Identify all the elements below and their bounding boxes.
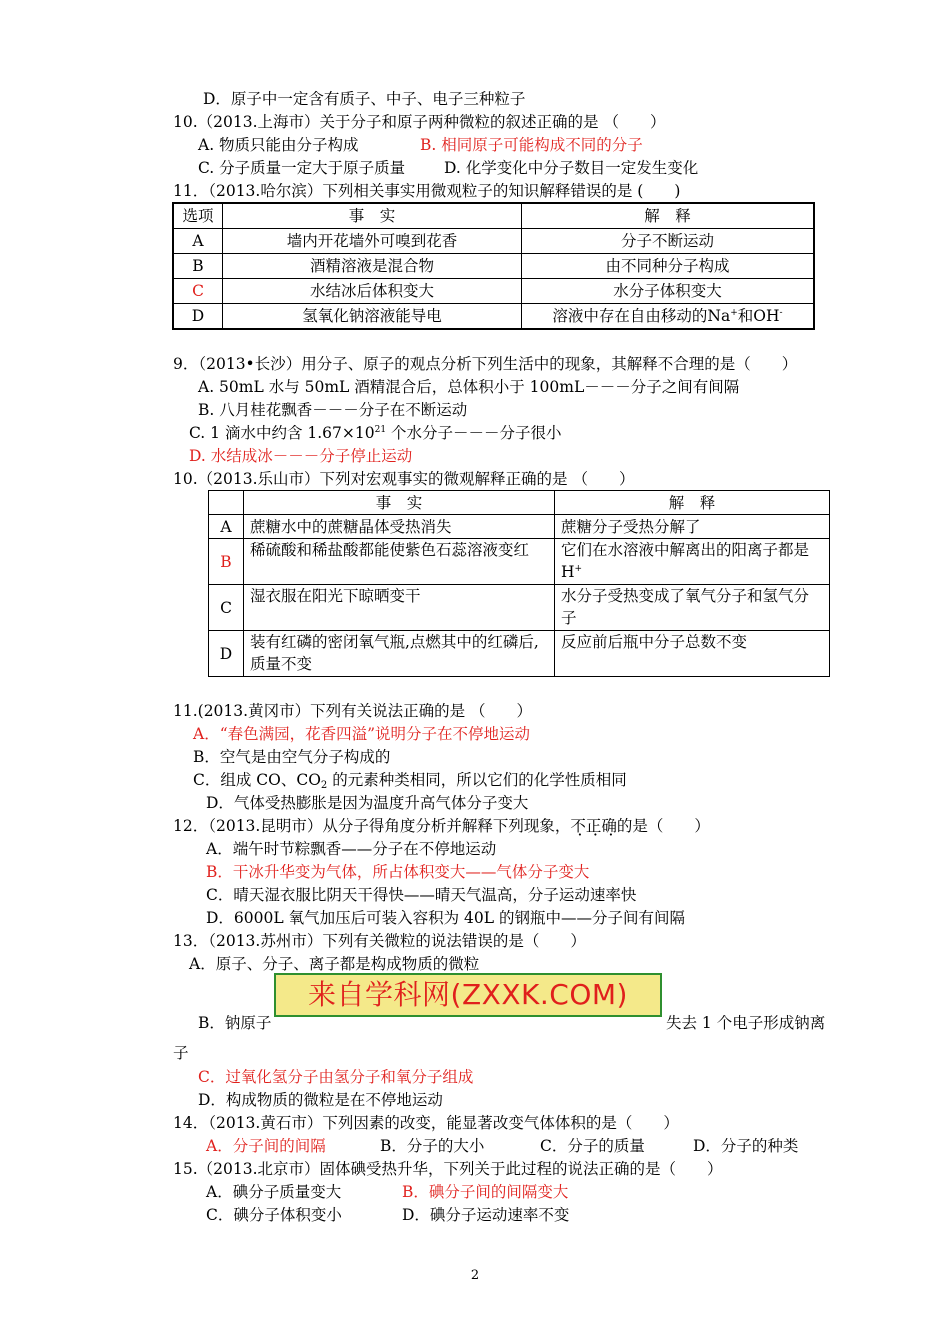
option-line: A．端午时节粽飘香——分子在不停地运动 <box>206 840 497 858</box>
table-cell: 水分子受热变成了氧气分子和氢气分子 <box>555 585 830 631</box>
table-row <box>173 304 814 330</box>
table-cell-answer: B <box>209 539 244 585</box>
table-leshan <box>208 490 830 677</box>
answer-option-line: A．“春色满园，花香四溢”说明分子在不停地运动 <box>193 725 531 743</box>
page-number: 2 <box>470 1268 480 1283</box>
option-line: D．碘分子运动速率不变 <box>402 1206 570 1224</box>
table-cell: 湿衣服在阳光下晾晒变干 <box>244 585 555 631</box>
question-14-huangshi: 14．（2013.黄石市）下列因素的改变，能显著改变气体体积的是（ ） <box>173 1114 679 1132</box>
option-line: C. 分子质量一定大于原子质量 <box>198 159 406 177</box>
option-line: B．钠原子 <box>198 1014 272 1032</box>
table-row <box>173 279 814 304</box>
answer-option-line: B．干冰升华变为气体，所占体积变大——气体分子变大 <box>206 863 590 881</box>
answer-option-line: D. 水结成冰－－－分子停止运动 <box>189 447 413 465</box>
table-cell: D <box>173 304 223 330</box>
table-cell: 水分子体积变大 <box>522 279 815 304</box>
question-10-leshan: 10.（2013.乐山市）下列对宏观事实的微观解释正确的是 （ ） <box>173 470 635 488</box>
table-row <box>209 585 830 631</box>
option-line: C．碘分子体积变小 <box>206 1206 342 1224</box>
table-cell: B <box>173 254 223 279</box>
option-line: A. 物质只能由分子构成 <box>198 136 359 154</box>
table-row <box>173 254 814 279</box>
option-line: C．组成 CO、$CO_2$ 的元素种类相同，所以它们的化学性质相同 <box>193 771 627 791</box>
table-cell: A <box>209 515 244 539</box>
table-header: 事 实 <box>223 203 522 229</box>
option-line: C．晴天湿衣服比阴天干得快——晴天气温高，分子运动速率快 <box>206 886 637 904</box>
table-header: 选项 <box>173 203 223 229</box>
table-header <box>209 491 244 515</box>
table-cell: 反应前后瓶中分子总数不变 <box>555 631 830 677</box>
table-cell: 蔗糖水中的蔗糖晶体受热消失 <box>244 515 555 539</box>
answer-option-line: B．碘分子间的间隔变大 <box>402 1183 569 1201</box>
table-row <box>209 539 830 585</box>
watermark-banner: 来自学科网(ZXXK.COM) <box>274 973 662 1017</box>
table-cell: A <box>173 229 223 254</box>
table-header-row <box>173 203 814 229</box>
option-line: D．分子的种类 <box>693 1137 799 1155</box>
table-cell: C <box>209 585 244 631</box>
option-line: B．空气是由空气分子构成的 <box>193 748 391 766</box>
option-line: D. 化学变化中分子数目一定发生变化 <box>444 159 699 177</box>
option-line: D．气体受热膨胀是因为温度升高气体分子变大 <box>206 794 529 812</box>
question-15-beijing: 15.（2013.北京市）固体碘受热升华，下列关于此过程的说法正确的是（ ） <box>173 1160 723 1178</box>
table-row <box>209 631 830 677</box>
question-11-harbin: 11．（2013.哈尔滨）下列相关事实用微观粒子的知识解释错误的是 ( ) <box>173 182 681 200</box>
option-line: D．构成物质的微粒是在不停地运动 <box>198 1091 443 1109</box>
question-12-kunming: 12．（2013.昆明市）从分子得角度分析并解释下列现象，不正确的是（ ） <box>173 817 710 835</box>
table-row <box>209 515 830 539</box>
option-line: 失去 1 个电子形成钠离 <box>666 1014 826 1032</box>
table-cell: 稀硫酸和稀盐酸都能使紫色石蕊溶液变红 <box>244 539 555 585</box>
option-line: C. 1 滴水中约含 $1.67\times 10^{21}$ 个水分子－－－分子很小 <box>189 424 562 442</box>
question-10-shanghai: 10.（2013.上海市）关于分子和原子两种微粒的叙述正确的是 （ ） <box>173 113 666 131</box>
table-cell: 水结冰后体积变大 <box>223 279 522 304</box>
question-11-huanggang: 11.(2013.黄冈市）下列有关说法正确的是 （ ） <box>173 702 532 720</box>
option-line: A. 50mL 水与 50mL 酒精混合后，总体积小于 100mL－－－分子之间有间隔 <box>198 378 740 396</box>
answer-option-line: B. 相同原子可能构成不同的分子 <box>420 136 643 154</box>
option-line: A．原子、分子、离子都是构成物质的微粒 <box>189 955 480 973</box>
answer-option-line: C．过氧化氢分子由氢分子和氧分子组成 <box>198 1068 474 1086</box>
question-9-changsha: 9．（2013•长沙）用分子、原子的观点分析下列生活中的现象，其解释不合理的是（ ） <box>173 355 798 373</box>
table-cell: 装有红磷的密闭氧气瓶,点燃其中的红磷后,质量不变 <box>244 631 555 677</box>
option-line: A．碘分子质量变大 <box>206 1183 342 1201</box>
table-row <box>173 229 814 254</box>
table-cell: 酒精溶液是混合物 <box>223 254 522 279</box>
answer-option-line: A．分子间的间隔 <box>206 1137 326 1155</box>
option-line: B．分子的大小 <box>380 1137 485 1155</box>
option-line: D．原子中一定含有质子、中子、电子三种粒子 <box>203 90 526 108</box>
option-line: B. 八月桂花飘香－－－分子在不断运动 <box>198 401 468 419</box>
table-header: 解 释 <box>522 203 815 229</box>
table-cell-answer: C <box>173 279 223 304</box>
table-cell: 分子不断运动 <box>522 229 815 254</box>
table-header-row <box>209 491 830 515</box>
option-line: D．6000L 氧气加压后可装入容积为 40L 的钢瓶中——分子间有间隔 <box>206 909 685 927</box>
option-line: C．分子的质量 <box>540 1137 645 1155</box>
question-13-suzhou: 13．（2013.苏州市）下列有关微粒的说法错误的是（ ） <box>173 932 586 950</box>
table-cell: 它们在水溶液中解离出的阳离子都是 H+ <box>555 539 830 585</box>
table-cell: 氢氧化钠溶液能导电 <box>223 304 522 330</box>
table-header: 解 释 <box>555 491 830 515</box>
table-cell: 由不同种分子构成 <box>522 254 815 279</box>
option-line: 子 <box>173 1044 189 1062</box>
table-cell: 蔗糖分子受热分解了 <box>555 515 830 539</box>
table-header: 事 实 <box>244 491 555 515</box>
table-cell: 墙内开花墙外可嗅到花香 <box>223 229 522 254</box>
table-cell: D <box>209 631 244 677</box>
table-harbin <box>172 202 815 330</box>
table-cell: 溶液中存在自由移动的Na+和OH- <box>522 304 815 330</box>
